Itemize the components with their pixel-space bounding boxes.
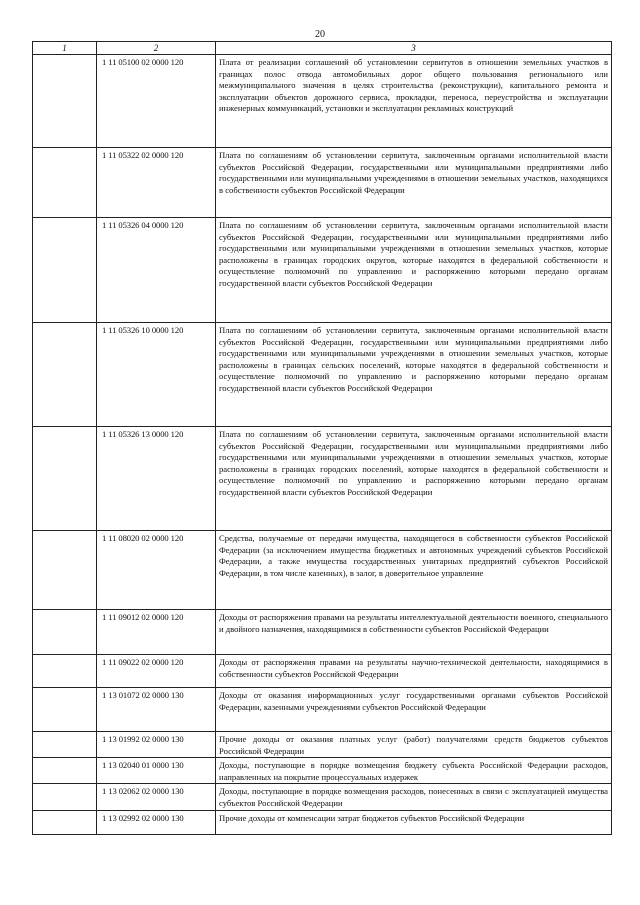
row-code-cell xyxy=(97,655,216,688)
row-col1-cell xyxy=(33,655,97,688)
row-col1-cell xyxy=(33,610,97,655)
column-header-2: 2 xyxy=(97,42,216,55)
row-code-cell xyxy=(97,427,216,531)
row-col1-cell xyxy=(33,758,97,784)
row-code-cell xyxy=(97,688,216,732)
revenue-description: Плата по соглашениям об установлении сервитута, заключенным органами исполнительной власти субъектов Российской Федерации, государственными или муниципальными предприятиями либо государственными или муниципальными учреждениями в отношении земельных участков, находящихся в собственности субъектов Российской Федерации xyxy=(219,150,608,195)
table-row xyxy=(33,784,612,810)
row-description-cell xyxy=(216,655,612,688)
row-col1-cell xyxy=(33,531,97,610)
row-code-cell xyxy=(97,784,216,810)
revenue-code: 1 11 09022 02 0000 120 xyxy=(102,657,184,667)
row-code-cell xyxy=(97,758,216,784)
revenue-description: Средства, получаемые от передачи имущества, находящегося в собственности субъектов Российской Федерации (за исключением имущества бюджетных и автономных учреждений субъектов Российской Федерации, а также имущества государственных унитарных предприятий субъектов Российской Федерации, в том числе казенных), в залог, в доверительное управление xyxy=(219,533,608,578)
row-code-cell xyxy=(97,55,216,148)
row-code-cell xyxy=(97,732,216,758)
revenue-description: Доходы от распоряжения правами на результаты научно-технической деятельности, находящимися в собственности субъектов Российской Федерации xyxy=(219,657,608,679)
revenue-code: 1 13 02992 02 0000 130 xyxy=(102,812,184,823)
page-number: 20 xyxy=(315,29,325,40)
revenue-code: 1 11 05326 13 0000 120 xyxy=(102,429,184,439)
revenue-code: 1 11 05326 04 0000 120 xyxy=(102,220,184,230)
revenue-codes-table xyxy=(32,41,612,835)
row-code-cell xyxy=(97,148,216,218)
row-col1-cell xyxy=(33,427,97,531)
row-description-cell xyxy=(216,758,612,784)
row-description-cell xyxy=(216,148,612,218)
table-row xyxy=(33,55,612,148)
row-col1-cell xyxy=(33,784,97,810)
row-col1-cell xyxy=(33,810,97,834)
revenue-code: 1 11 08020 02 0000 120 xyxy=(102,533,184,543)
row-col1-cell xyxy=(33,323,97,427)
revenue-description: Плата по соглашениям об установлении сервитута, заключенным органами исполнительной власти субъектов Российской Федерации, государственными или муниципальными предприятиями либо государственными или муниципальными учреждениями в отношении земельных участков, которые расположены в границах сельских поселений, которые находятся в федеральной собственности и осуществление полномочий по управлению и распоряжению которыми передано органам государственной власти субъектов Российской Федерации xyxy=(219,325,608,393)
row-col1-cell xyxy=(33,55,97,148)
revenue-description: Плата по соглашениям об установлении сервитута, заключенным органами исполнительной власти субъектов Российской Федерации, государственными или муниципальными предприятиями либо государственными или муниципальными учреждениями в отношении земельных участков, которые расположены в границах городских поселений, которые находятся в федеральной собственности и осуществление полномочий по управлению и распоряжению которыми передано органам государственной власти субъектов Российской Федерации xyxy=(219,429,608,497)
revenue-code: 1 13 02040 01 0000 130 xyxy=(102,760,184,771)
column-header-3: 3 xyxy=(216,42,612,55)
table-row xyxy=(33,427,612,531)
revenue-description: Плата по соглашениям об установлении сервитута, заключенным органами исполнительной власти субъектов Российской Федерации, государственными или муниципальными предприятиями либо государственными или муниципальными учреждениями в отношении земельных участков, которые расположены в границах городских округов, которые находятся в федеральной собственности и осуществление полномочий по управлению и распоряжению которыми передано органам государственной власти субъектов Российской Федерации xyxy=(219,220,608,288)
revenue-description: Доходы от распоряжения правами на результаты интеллектуальной деятельности военного, специального и двойного назначения, находящимися в собственности субъектов Российской Федерации xyxy=(219,612,608,634)
table-row xyxy=(33,218,612,323)
table-row xyxy=(33,758,612,784)
row-description-cell xyxy=(216,810,612,834)
revenue-code: 1 11 09012 02 0000 120 xyxy=(102,612,184,622)
row-description-cell xyxy=(216,732,612,758)
table-row xyxy=(33,732,612,758)
revenue-code: 1 13 01072 02 0000 130 xyxy=(102,690,184,700)
row-description-cell xyxy=(216,531,612,610)
table-row xyxy=(33,655,612,688)
table-row xyxy=(33,531,612,610)
table-row xyxy=(33,148,612,218)
row-description-cell xyxy=(216,688,612,732)
row-col1-cell xyxy=(33,688,97,732)
table-row xyxy=(33,810,612,834)
revenue-description: Прочие доходы от компенсации затрат бюджетов субъектов Российской Федерации xyxy=(219,812,525,823)
row-description-cell xyxy=(216,323,612,427)
revenue-code: 1 11 05100 02 0000 120 xyxy=(102,57,184,67)
row-code-cell xyxy=(97,810,216,834)
row-description-cell xyxy=(216,427,612,531)
revenue-description: Доходы, поступающие в порядке возмещения расходов, понесенных в связи с эксплуатацией имущества субъектов Российской Федерации xyxy=(219,786,608,808)
revenue-description: Доходы от оказания информационных услуг государственными органами субъектов Российской Федерации, казенными учреждениями субъектов Российской Федерации xyxy=(219,690,608,712)
revenue-description: Прочие доходы от оказания платных услуг (работ) получателями средств бюджетов субъектов Российской Федерации xyxy=(219,734,608,756)
row-col1-cell xyxy=(33,218,97,323)
revenue-code: 1 11 05326 10 0000 120 xyxy=(102,325,184,335)
revenue-description: Доходы, поступающие в порядке возмещения бюджету субъекта Российской Федерации расходов, направленных на покрытие процессуальных издержек xyxy=(219,760,608,782)
column-header-1: 1 xyxy=(33,42,97,55)
row-description-cell xyxy=(216,55,612,148)
table-row xyxy=(33,323,612,427)
row-description-cell xyxy=(216,610,612,655)
table-row xyxy=(33,688,612,732)
row-code-cell xyxy=(97,531,216,610)
row-col1-cell xyxy=(33,148,97,218)
revenue-code: 1 13 02062 02 0000 130 xyxy=(102,786,184,797)
row-description-cell xyxy=(216,784,612,810)
row-code-cell xyxy=(97,610,216,655)
row-description-cell xyxy=(216,218,612,323)
revenue-description: Плата от реализации соглашений об установлении сервитутов в отношении земельных участков в границах полос отвода автомобильных дорог общего пользования регионального или межмуниципального значения в целях строительства (реконструкции), капитального ремонта и эксплуатации объектов дорожного сервиса, прокладки, переноса, переустройства и эксплуатации инженерных коммуникаций, установки и эксплуатации рекламных конструкций xyxy=(219,57,608,114)
row-col1-cell xyxy=(33,732,97,758)
table-header-row xyxy=(33,42,612,55)
revenue-code: 1 13 01992 02 0000 130 xyxy=(102,734,184,744)
row-code-cell xyxy=(97,218,216,323)
row-code-cell xyxy=(97,323,216,427)
table-row xyxy=(33,610,612,655)
revenue-code: 1 11 05322 02 0000 120 xyxy=(102,150,184,160)
